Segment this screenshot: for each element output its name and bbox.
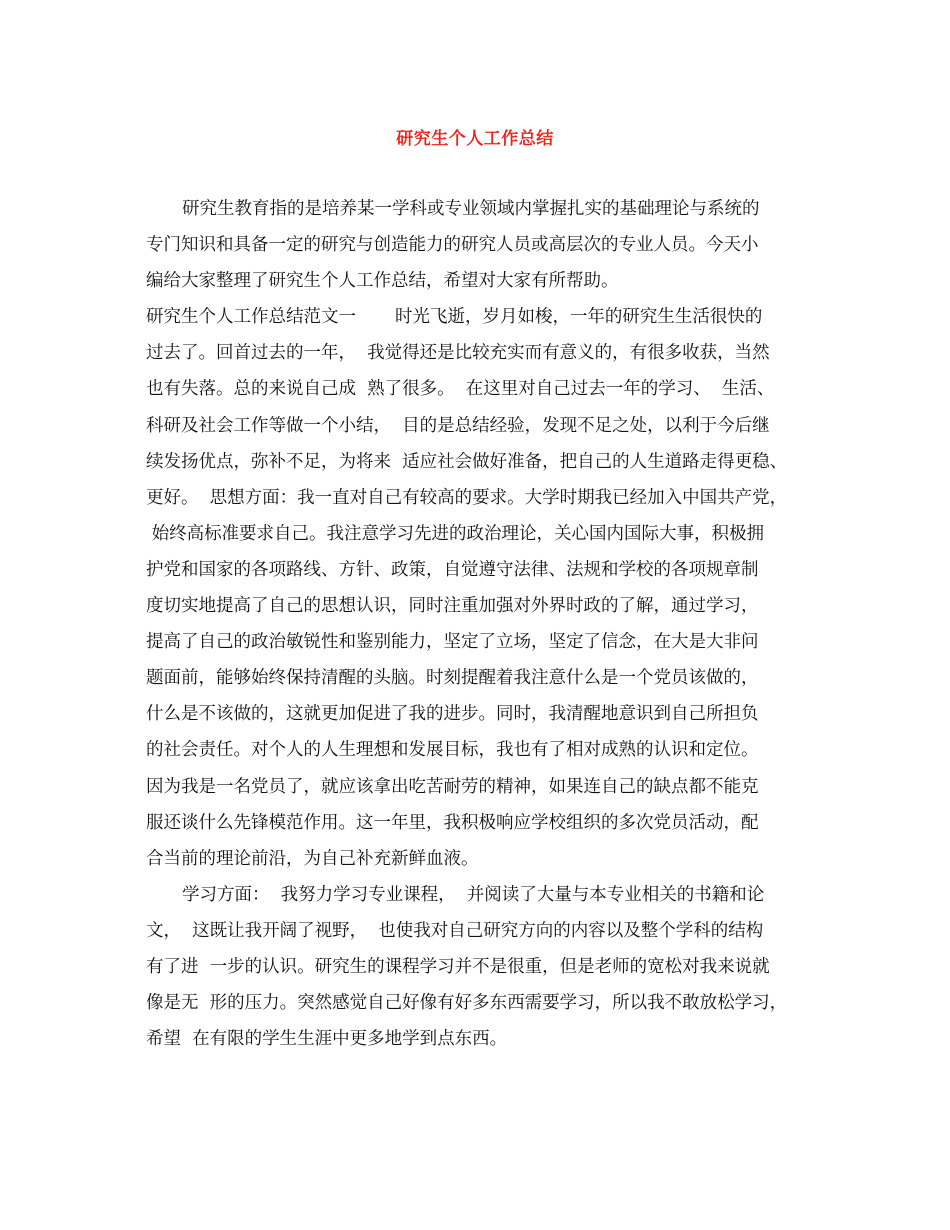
text-line: 题面前，能够始终保持清醒的头脑。时刻提醒着我注意什么是一个党员该做的，: [146, 668, 759, 689]
text-line: 始终高标准要求自己。我注意学习先进的政治理论，关心国内国际大事，积极拥: [146, 523, 765, 544]
text-line: 合当前的理论前沿，为自己补充新鲜血液。: [146, 848, 479, 869]
text-line: 护党和国家的各项路线、方针、政策，自觉遵守法律、法规和学校的各项规章制: [146, 559, 759, 580]
text-line: 希望 在有限的学生生涯中更多地学到点东西。: [146, 1029, 508, 1050]
text-line: 编给大家整理了研究生个人工作总结，希望对大家有所帮助。: [146, 271, 619, 292]
text-line: 什么是不该做的，这就更加促进了我的进步。同时，我清醒地意识到自己所担负: [146, 704, 759, 725]
text-line: 过去了。回首过去的一年， 我觉得还是比较充实而有意义的，有很多收获，当然: [146, 343, 770, 364]
text-line: 服还谈什么先锋模范作用。这一年里，我积极响应学校组织的多次党员活动，配: [146, 812, 759, 833]
text-line: 研究生教育指的是培养某一学科或专业领域内掌握扎实的基础理论与系统的: [182, 199, 760, 219]
text-line: 的社会责任。对个人的人生理想和发展目标，我也有了相对成熟的认识和定位。: [146, 740, 759, 761]
text-line: 研究生个人工作总结范文一 时光飞逝，岁月如梭，一年的研究生生活很快的: [146, 307, 763, 328]
text-line: 像是无 形的压力。突然感觉自己好像有好多东西需要学习，所以我不敢放松学习，: [146, 993, 788, 1014]
text-line: 文， 这既让我开阔了视野， 也使我对自己研究方向的内容以及整个学科的结构: [146, 920, 764, 941]
document-body: [146, 195, 826, 1061]
text-line: 专门知识和具备一定的研究与创造能力的研究人员或高层次的专业人员。今天小: [146, 235, 759, 256]
text-line: 有了进 一步的认识。研究生的课程学习并不是很重，但是老师的宽松对我来说就: [146, 956, 770, 977]
text-line: 度切实地提高了自己的思想认识，同时注重加强对外界时政的了解，通过学习，: [146, 596, 759, 617]
text-line: 续发扬优点，弥补不足，为将来 适应社会做好准备，把自己的人生道路走得更稳、: [146, 451, 788, 472]
text-line: 因为我是一名党员了，就应该拿出吃苦耐劳的精神，如果连自己的缺点都不能克: [146, 776, 759, 797]
text-line: 提高了自己的政治敏锐性和鉴别能力，坚定了立场，坚定了信念，在大是大非问: [146, 632, 759, 653]
text-line: 也有失落。总的来说自己成 熟了很多。 在这里对自己过去一年的学习、 生活、: [146, 379, 775, 400]
text-line: 学习方面： 我努力学习专业课程， 并阅读了大量与本专业相关的书籍和论: [182, 884, 765, 905]
document-title: 研究生个人工作总结: [396, 129, 554, 149]
text-line: 科研及社会工作等做一个小结， 目的是总结经验，发现不足之处，以利于今后继: [146, 415, 770, 436]
text-line: 更好。 思想方面：我一直对自己有较高的要求。大学时期我已经加入中国共产党，: [146, 487, 788, 508]
